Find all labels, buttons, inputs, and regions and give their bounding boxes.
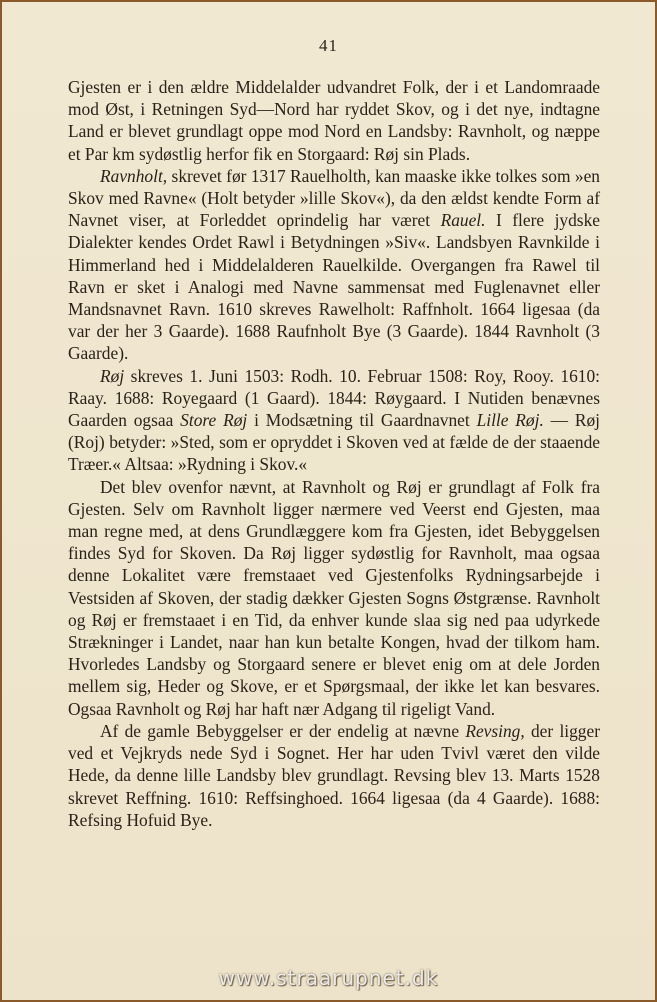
place-name: Store Røj [180,410,248,431]
place-name: Revsing, [465,720,525,741]
paragraph-5 [68,720,600,831]
place-name: Røj [100,365,125,386]
paragraph-text: — Røj (Roj) betyder: »Sted, som er opryddet i Skoven ved at fælde de der staaende Træer.« Altsaa: »Rydning i Skov.« [68,410,601,475]
paragraph-3 [68,365,600,476]
paragraph-text: i Modsætning til Gaardnavnet [247,410,477,431]
paragraph-text: Af de gamle Bebyggelser er der endelig at nævne [100,720,466,741]
paragraph-2 [68,165,600,365]
paragraph-1 [68,76,600,165]
paragraph-text: der ligger ved et Vejkryds nede Syd i Sognet. Her har uden Tvivl været den vilde Hede, da denne lille Landsby blev grundlagt. Revsing blev 13. Marts 1528 skrevet Reffning. 1610: Reffsinghoed. 1664 ligesaa (da 4 Gaarde). 1688: Refsing Hofuid Bye. [68,720,601,830]
place-name: Ravnholt, [100,165,168,186]
paragraph-text: skreves 1. Juni 1503: Rodh. 10. Februar 1508: Roy, Rooy. 1610: Raay. 1688: Royegaard (1 Gaard). 1844: Røygaard. I Nutiden benævnes Gaarden ogsaa [68,365,600,431]
body-text [68,76,600,831]
page-number: 41 [319,36,338,55]
paragraph-text: I flere jydske Dialekter kendes Ordet Rawl i Betydningen »Siv«. Landsbyen Ravnkilde i Himmerland hed i Middelalderen Rauelkilde. Overgangen fra Rawel til Ravn er sket i Analogi med Navne sammensat med Fuglenavnet eller Mandsnavnet Ravn. 1610 skreves Rawelholt: Raffnholt. 1664 ligesaa (da var der her 3 Gaarde). 1688 Raufnholt Bye (3 Gaarde). 1844 Ravnholt (3 Gaarde). [68,210,600,364]
place-name: Rauel. [440,210,486,231]
place-name: Lille Røj. [476,410,544,431]
paragraph-text: Gjesten er i den ældre Middelalder udvandret Folk, der i et Landomraade mod Øst, i Retningen Syd—Nord har ryddet Skov, og i det nye, indtagne Land er blevet grundlagt oppe mod Nord en Landsby: Ravnholt, og næppe et Par km sydøstlig herfor fik en Storgaard: Røj sin Plads. [68,77,600,164]
paragraph-text: skrevet før 1317 Rauelholth, kan maaske ikke tolkes som »en Skov med Ravne« (Holt betyder »lille Skov«), da den ældst kendte Form af Navnet viser, at Forleddet oprindelig har været [68,165,600,231]
paragraph-text: Det blev ovenfor nævnt, at Ravnholt og Røj er grundlagt af Folk fra Gjesten. Selv om Ravnholt ligger nærmere ved Veerst end Gjesten, maa man regne med, at dens Grundlæggere kom fra Gjesten, idet Bebyggelsen findes Syd for Skoven. Da Røj ligger sydøstlig for Ravnholt, maa ogsaa denne Lokalitet være fremstaaet ved Gjestenfolks Rydningsarbejde i Vestsiden af Skoven, der stadig dækker Gjesten Sogns Østgrænse. Ravnholt og Røj er fremstaaet i en Tid, da enhver kunde slaa sig ned paa udyrkede Strækninger i Landet, naar han kun betalte Kongen, hvad der tilkom ham. Hvorledes Landsby og Storgaard senere er blevet enig om at dele Jorden mellem sig, Heder og Skove, er et Spørgsmaal, der ikke let kan besvares. Ogsaa Ravnholt og Røj har haft nær Adgang til rigeligt Vand. [68,476,600,719]
site-watermark: www.straarupnet.dk [218,966,439,990]
paragraph-4 [68,476,600,720]
